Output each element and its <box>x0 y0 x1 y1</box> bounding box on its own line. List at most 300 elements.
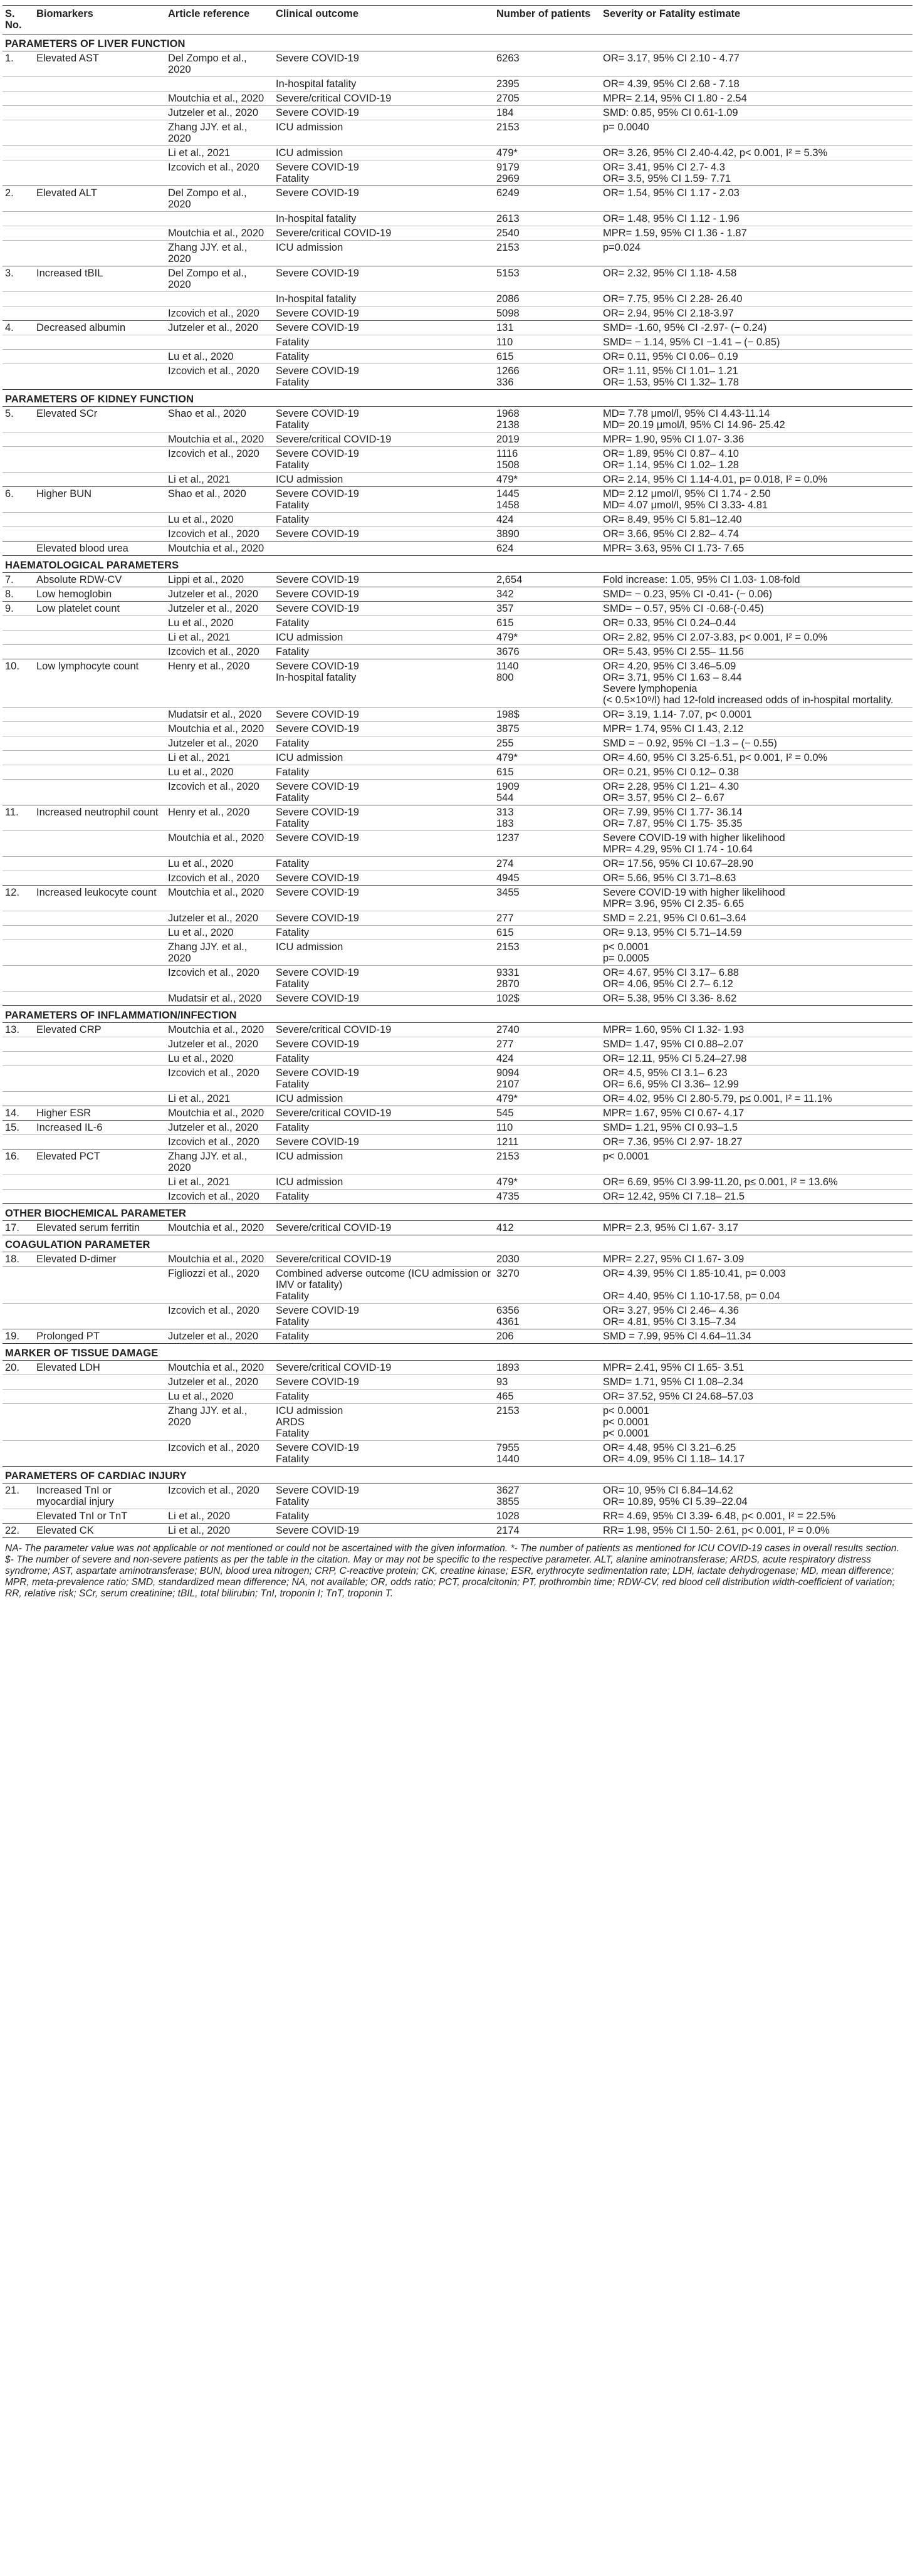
section-header-row <box>3 34 912 51</box>
cell-clinical-outcome: Severe COVID-19 <box>273 527 494 542</box>
header-sno: S. No. <box>3 6 34 34</box>
cell-number-of-patients: 1116 1508 <box>494 447 600 473</box>
header-number-of-patients: Number of patients <box>494 6 600 34</box>
cell-severity-estimate: MPR= 1.90, 95% CI 1.07- 3.36 <box>600 432 912 447</box>
cell-sno: 7. <box>3 573 34 587</box>
cell-number-of-patients: 624 <box>494 542 600 556</box>
section-header-row <box>3 1204 912 1221</box>
cell-severity-estimate: SMD= − 0.57, 95% CI -0.68-(-0.45) <box>600 602 912 616</box>
cell-article-reference: Lu et al., 2020 <box>165 926 273 940</box>
cell-article-reference: Jutzeler et al., 2020 <box>165 321 273 335</box>
cell-sno <box>3 631 34 645</box>
cell-sno <box>3 106 34 120</box>
cell-biomarker <box>34 926 165 940</box>
cell-number-of-patients: 206 <box>494 1329 600 1344</box>
cell-number-of-patients: 4735 <box>494 1190 600 1204</box>
cell-clinical-outcome: Fatality <box>273 1509 494 1524</box>
cell-clinical-outcome: Fatality <box>273 616 494 631</box>
cell-sno <box>3 160 34 186</box>
cell-article-reference: Izcovich et al., 2020 <box>165 1066 273 1092</box>
cell-clinical-outcome: Severe COVID-19 Fatality <box>273 1484 494 1509</box>
cell-article-reference: Zhang JJY. et al., 2020 <box>165 1404 273 1441</box>
cell-number-of-patients: 2395 <box>494 77 600 92</box>
cell-severity-estimate: OR= 9.13, 95% CI 5.71–14.59 <box>600 926 912 940</box>
cell-clinical-outcome <box>273 542 494 556</box>
cell-article-reference <box>165 292 273 306</box>
cell-clinical-outcome: ICU admission <box>273 146 494 160</box>
cell-number-of-patients: 479* <box>494 1175 600 1190</box>
cell-article-reference: Del Zompo et al., 2020 <box>165 51 273 77</box>
cell-number-of-patients: 2153 <box>494 1404 600 1441</box>
cell-sno: 15. <box>3 1121 34 1135</box>
cell-article-reference: Jutzeler et al., 2020 <box>165 1375 273 1390</box>
cell-severity-estimate: MD= 2.12 μmol/l, 95% CI 1.74 - 2.50 MD= 4.07 μmol/l, 95% CI 3.33- 4.81 <box>600 487 912 513</box>
cell-clinical-outcome: Severe COVID-19 <box>273 602 494 616</box>
table-row <box>3 1092 912 1106</box>
cell-number-of-patients: 479* <box>494 146 600 160</box>
cell-number-of-patients: 1028 <box>494 1509 600 1524</box>
cell-number-of-patients: 2153 <box>494 120 600 146</box>
cell-severity-estimate: SMD = − 0.92, 95% CI −1.3 – (− 0.55) <box>600 736 912 751</box>
cell-sno: 13. <box>3 1023 34 1037</box>
cell-biomarker <box>34 911 165 926</box>
cell-sno: 1. <box>3 51 34 77</box>
cell-severity-estimate: OR= 3.27, 95% CI 2.46– 4.36 OR= 4.81, 95% CI 3.15–7.34 <box>600 1304 912 1329</box>
cell-number-of-patients: 465 <box>494 1390 600 1404</box>
cell-sno <box>3 1175 34 1190</box>
cell-sno: 2. <box>3 186 34 212</box>
table-row <box>3 1121 912 1135</box>
cell-biomarker <box>34 751 165 765</box>
cell-severity-estimate: OR= 1.54, 95% CI 1.17 - 2.03 <box>600 186 912 212</box>
cell-biomarker: Elevated AST <box>34 51 165 77</box>
cell-clinical-outcome: Severe/critical COVID-19 <box>273 1106 494 1121</box>
cell-biomarker <box>34 292 165 306</box>
cell-article-reference: Jutzeler et al., 2020 <box>165 736 273 751</box>
table-row <box>3 1066 912 1092</box>
cell-clinical-outcome: Severe COVID-19 Fatality <box>273 1441 494 1467</box>
cell-number-of-patients: 93 <box>494 1375 600 1390</box>
cell-biomarker <box>34 306 165 321</box>
cell-biomarker <box>34 1052 165 1066</box>
cell-article-reference: Lu et al., 2020 <box>165 1052 273 1066</box>
cell-sno <box>3 120 34 146</box>
cell-clinical-outcome: Severe COVID-19 <box>273 886 494 911</box>
table-row <box>3 160 912 186</box>
cell-clinical-outcome: Fatality <box>273 1329 494 1344</box>
cell-severity-estimate: Severe COVID-19 with higher likelihood MPR= 4.29, 95% CI 1.74 - 10.64 <box>600 831 912 857</box>
cell-sno <box>3 966 34 992</box>
cell-number-of-patients: 357 <box>494 602 600 616</box>
table-row <box>3 1037 912 1052</box>
cell-sno: 6. <box>3 487 34 513</box>
cell-article-reference: Moutchia et al., 2020 <box>165 226 273 241</box>
cell-biomarker: Increased IL-6 <box>34 1121 165 1135</box>
cell-article-reference: Izcovich et al., 2020 <box>165 527 273 542</box>
cell-sno <box>3 940 34 966</box>
cell-sno: 10. <box>3 659 34 708</box>
cell-number-of-patients: 479* <box>494 631 600 645</box>
table-row <box>3 1375 912 1390</box>
header-biomarkers: Biomarkers <box>34 6 165 34</box>
table-row <box>3 364 912 390</box>
cell-biomarker: Elevated CRP <box>34 1023 165 1037</box>
cell-biomarker <box>34 1135 165 1149</box>
cell-number-of-patients: 2153 <box>494 1149 600 1175</box>
cell-severity-estimate: OR= 0.21, 95% CI 0.12– 0.38 <box>600 765 912 780</box>
cell-severity-estimate: OR= 4.39, 95% CI 2.68 - 7.18 <box>600 77 912 92</box>
cell-number-of-patients: 2740 <box>494 1023 600 1037</box>
table-row <box>3 573 912 587</box>
cell-clinical-outcome: Severe COVID-19 <box>273 1135 494 1149</box>
cell-biomarker <box>34 1267 165 1304</box>
cell-severity-estimate: SMD= 1.71, 95% CI 1.08–2.34 <box>600 1375 912 1390</box>
table-row <box>3 886 912 911</box>
cell-article-reference: Shao et al., 2020 <box>165 487 273 513</box>
table-row <box>3 708 912 722</box>
cell-article-reference: Zhang JJY. et al., 2020 <box>165 940 273 966</box>
cell-number-of-patients: 110 <box>494 335 600 350</box>
cell-article-reference: Li et al., 2020 <box>165 1524 273 1538</box>
cell-clinical-outcome: ICU admission <box>273 631 494 645</box>
table-row <box>3 631 912 645</box>
cell-sno <box>3 616 34 631</box>
table-row <box>3 1149 912 1175</box>
cell-clinical-outcome: Severe COVID-19 <box>273 911 494 926</box>
cell-sno: 22. <box>3 1524 34 1538</box>
cell-number-of-patients: 1266 336 <box>494 364 600 390</box>
cell-sno <box>3 513 34 527</box>
table-row <box>3 1190 912 1204</box>
cell-number-of-patients: 6263 <box>494 51 600 77</box>
cell-biomarker <box>34 212 165 226</box>
cell-biomarker: Elevated ALT <box>34 186 165 212</box>
cell-number-of-patients: 184 <box>494 106 600 120</box>
table-row <box>3 966 912 992</box>
section-title: PARAMETERS OF LIVER FUNCTION <box>3 34 912 51</box>
table-row <box>3 736 912 751</box>
table-row <box>3 513 912 527</box>
table-row <box>3 926 912 940</box>
cell-severity-estimate: MPR= 2.41, 95% CI 1.65- 3.51 <box>600 1361 912 1375</box>
table-row <box>3 186 912 212</box>
cell-severity-estimate: OR= 2.94, 95% CI 2.18-3.97 <box>600 306 912 321</box>
cell-sno <box>3 335 34 350</box>
cell-number-of-patients: 479* <box>494 751 600 765</box>
table-row <box>3 1267 912 1304</box>
cell-number-of-patients: 131 <box>494 321 600 335</box>
cell-article-reference: Li et al., 2021 <box>165 473 273 487</box>
table-header <box>3 6 912 34</box>
cell-biomarker: Increased neutrophil count <box>34 805 165 831</box>
table-row <box>3 335 912 350</box>
cell-clinical-outcome: Severe COVID-19 <box>273 306 494 321</box>
cell-clinical-outcome: ICU admission <box>273 1175 494 1190</box>
cell-article-reference: Izcovich et al., 2020 <box>165 1304 273 1329</box>
cell-sno <box>3 871 34 886</box>
table-row <box>3 292 912 306</box>
table-row <box>3 1484 912 1509</box>
cell-number-of-patients: 6249 <box>494 186 600 212</box>
cell-clinical-outcome: Severe COVID-19 Fatality <box>273 805 494 831</box>
section-header-row <box>3 1235 912 1252</box>
cell-sno <box>3 527 34 542</box>
cell-clinical-outcome: Severe COVID-19 Fatality <box>273 487 494 513</box>
cell-number-of-patients: 2174 <box>494 1524 600 1538</box>
cell-clinical-outcome: Severe/critical COVID-19 <box>273 92 494 106</box>
table-row <box>3 51 912 77</box>
cell-article-reference: Moutchia et al., 2020 <box>165 1252 273 1267</box>
cell-clinical-outcome: Severe COVID-19 Fatality <box>273 407 494 432</box>
cell-severity-estimate: OR= 2.28, 95% CI 1.21– 4.30 OR= 3.57, 95% CI 2– 6.67 <box>600 780 912 805</box>
cell-biomarker: Elevated PCT <box>34 1149 165 1175</box>
cell-clinical-outcome: Severe COVID-19 Fatality <box>273 447 494 473</box>
cell-biomarker <box>34 631 165 645</box>
cell-article-reference: Lu et al., 2020 <box>165 1390 273 1404</box>
cell-sno <box>3 857 34 871</box>
cell-article-reference: Li et al., 2021 <box>165 1175 273 1190</box>
cell-sno: 8. <box>3 587 34 602</box>
cell-biomarker <box>34 335 165 350</box>
cell-number-of-patients: 2613 <box>494 212 600 226</box>
table-row <box>3 831 912 857</box>
cell-number-of-patients: 255 <box>494 736 600 751</box>
cell-sno <box>3 722 34 736</box>
cell-clinical-outcome: Severe COVID-19 <box>273 106 494 120</box>
cell-biomarker: Elevated blood urea <box>34 542 165 556</box>
cell-article-reference: Izcovich et al., 2020 <box>165 364 273 390</box>
cell-severity-estimate: OR= 3.17, 95% CI 2.10 - 4.77 <box>600 51 912 77</box>
cell-biomarker: Elevated LDH <box>34 1361 165 1375</box>
cell-number-of-patients: 4945 <box>494 871 600 886</box>
cell-article-reference <box>165 77 273 92</box>
table-row <box>3 765 912 780</box>
cell-clinical-outcome: Severe/critical COVID-19 <box>273 1221 494 1235</box>
cell-sno <box>3 1190 34 1204</box>
cell-clinical-outcome: Severe COVID-19 <box>273 51 494 77</box>
cell-sno <box>3 1375 34 1390</box>
table-row <box>3 542 912 556</box>
table-row <box>3 447 912 473</box>
cell-clinical-outcome: Fatality <box>273 736 494 751</box>
cell-number-of-patients: 277 <box>494 1037 600 1052</box>
section-header-row <box>3 556 912 573</box>
cell-biomarker <box>34 106 165 120</box>
cell-severity-estimate: SMD= 1.47, 95% CI 0.88–2.07 <box>600 1037 912 1052</box>
cell-clinical-outcome: Severe COVID-19 <box>273 992 494 1006</box>
cell-clinical-outcome: Severe COVID-19 <box>273 573 494 587</box>
cell-article-reference: Izcovich et al., 2020 <box>165 447 273 473</box>
cell-clinical-outcome: ICU admission <box>273 751 494 765</box>
cell-sno: 4. <box>3 321 34 335</box>
table-row <box>3 1135 912 1149</box>
cell-sno <box>3 751 34 765</box>
table-row <box>3 992 912 1006</box>
cell-clinical-outcome: Severe COVID-19 <box>273 831 494 857</box>
cell-sno <box>3 831 34 857</box>
cell-severity-estimate: MPR= 1.60, 95% CI 1.32- 1.93 <box>600 1023 912 1037</box>
cell-severity-estimate: SMD= 1.21, 95% CI 0.93–1.5 <box>600 1121 912 1135</box>
section-title: MARKER OF TISSUE DAMAGE <box>3 1344 912 1361</box>
table-footnote: NA- The parameter value was not applicable or not mentioned or could not be ascertained with the given information. *- The number of patients as mentioned for ICU COVID-19 cases in overall results section. $- The number of severe and non-severe patients as per the table in the citation. May or may not be specific to the respective parameter. ALT, alanine aminotransferase; ARDS, acute respiratory distress syndrome; AST, aspartate aminotransferase; BUN, blood urea nitrogen; CRP, C-reactive protein; CK, creatine kinase; ESR, erythrocyte sedimentation rate; LDH, lactate dehydrogenase; MD, mean difference; MPR, meta-prevalence ratio; SMD, standardized mean difference; NA, not available; OR, odds ratio; PCT, procalcitonin; PT, prothrombin time; RDW-CV, red blood cell distribution width-coefficient of variation; RR, relative risk; SCr, serum creatinine; tBIL, total bilirubin; TnI, troponin I; TnT, troponin T. <box>5 1543 899 1599</box>
cell-article-reference: Moutchia et al., 2020 <box>165 722 273 736</box>
cell-severity-estimate: MPR= 2.27, 95% CI 1.67- 3.09 <box>600 1252 912 1267</box>
cell-article-reference: Lu et al., 2020 <box>165 616 273 631</box>
cell-sno <box>3 473 34 487</box>
cell-sno: 16. <box>3 1149 34 1175</box>
table-row <box>3 1175 912 1190</box>
cell-number-of-patients: 274 <box>494 857 600 871</box>
cell-biomarker: Elevated TnI or TnT <box>34 1509 165 1524</box>
cell-article-reference: Jutzeler et al., 2020 <box>165 587 273 602</box>
cell-number-of-patients: 9179 2969 <box>494 160 600 186</box>
cell-sno <box>3 146 34 160</box>
cell-biomarker <box>34 992 165 1006</box>
cell-number-of-patients: 1211 <box>494 1135 600 1149</box>
cell-clinical-outcome: Fatality <box>273 645 494 659</box>
cell-sno <box>3 765 34 780</box>
cell-severity-estimate: p< 0.0001 p< 0.0001 p< 0.0001 <box>600 1404 912 1441</box>
cell-number-of-patients: 3455 <box>494 886 600 911</box>
cell-severity-estimate: MD= 7.78 μmol/l, 95% CI 4.43-11.14 MD= 20.19 μmol/l, 95% CI 14.96- 25.42 <box>600 407 912 432</box>
cell-severity-estimate: OR= 12.11, 95% CI 5.24–27.98 <box>600 1052 912 1066</box>
cell-sno <box>3 736 34 751</box>
cell-sno <box>3 1509 34 1524</box>
cell-article-reference: Zhang JJY. et al., 2020 <box>165 241 273 266</box>
cell-clinical-outcome: Fatality <box>273 513 494 527</box>
cell-sno <box>3 1092 34 1106</box>
cell-sno <box>3 292 34 306</box>
cell-sno <box>3 1052 34 1066</box>
cell-severity-estimate: OR= 3.66, 95% CI 2.82– 4.74 <box>600 527 912 542</box>
cell-sno <box>3 77 34 92</box>
cell-severity-estimate: OR= 1.48, 95% CI 1.12 - 1.96 <box>600 212 912 226</box>
cell-article-reference: Zhang JJY. et al., 2020 <box>165 120 273 146</box>
table-row <box>3 722 912 736</box>
cell-biomarker: Low hemoglobin <box>34 587 165 602</box>
cell-biomarker <box>34 350 165 364</box>
cell-article-reference: Lippi et al., 2020 <box>165 573 273 587</box>
cell-severity-estimate: OR= 0.33, 95% CI 0.24–0.44 <box>600 616 912 631</box>
cell-article-reference: Lu et al., 2020 <box>165 857 273 871</box>
cell-article-reference: Mudatsir et al., 2020 <box>165 992 273 1006</box>
section-title: OTHER BIOCHEMICAL PARAMETER <box>3 1204 912 1221</box>
cell-severity-estimate: OR= 3.26, 95% CI 2.40-4.42, p< 0.001, I² = 5.3% <box>600 146 912 160</box>
cell-clinical-outcome: Severe COVID-19 <box>273 266 494 292</box>
cell-number-of-patients: 277 <box>494 911 600 926</box>
table-row <box>3 1304 912 1329</box>
cell-biomarker: Higher BUN <box>34 487 165 513</box>
cell-sno: 12. <box>3 886 34 911</box>
table-row <box>3 306 912 321</box>
table-row <box>3 751 912 765</box>
cell-severity-estimate: MPR= 1.59, 95% CI 1.36 - 1.87 <box>600 226 912 241</box>
section-header-row <box>3 390 912 407</box>
cell-biomarker <box>34 513 165 527</box>
table-row <box>3 602 912 616</box>
cell-number-of-patients: 615 <box>494 350 600 364</box>
cell-sno <box>3 926 34 940</box>
cell-biomarker: Elevated serum ferritin <box>34 1221 165 1235</box>
cell-clinical-outcome: Severe COVID-19 Fatality <box>273 1304 494 1329</box>
cell-number-of-patients: 5153 <box>494 266 600 292</box>
cell-clinical-outcome: Severe COVID-19 Fatality <box>273 966 494 992</box>
cell-article-reference: Jutzeler et al., 2020 <box>165 1329 273 1344</box>
cell-severity-estimate: OR= 1.11, 95% CI 1.01– 1.21 OR= 1.53, 95% CI 1.32– 1.78 <box>600 364 912 390</box>
cell-sno <box>3 645 34 659</box>
cell-article-reference: Moutchia et al., 2020 <box>165 92 273 106</box>
cell-article-reference: Del Zompo et al., 2020 <box>165 186 273 212</box>
cell-severity-estimate: OR= 4.20, 95% CI 3.46–5.09 OR= 3.71, 95% CI 1.63 – 8.44 Severe lymphopenia (< 0.5×10⁹/l) had 12-fold increased odds of in-hospital mortality. <box>600 659 912 708</box>
cell-severity-estimate: OR= 4.02, 95% CI 2.80-5.79, p≤ 0.001, I² = 11.1% <box>600 1092 912 1106</box>
cell-number-of-patients: 110 <box>494 1121 600 1135</box>
cell-severity-estimate: RR= 4.69, 95% CI 3.39- 6.48, p< 0.001, I² = 22.5% <box>600 1509 912 1524</box>
cell-severity-estimate: p< 0.0001 p= 0.0005 <box>600 940 912 966</box>
cell-article-reference: Moutchia et al., 2020 <box>165 831 273 857</box>
cell-sno: 17. <box>3 1221 34 1235</box>
cell-severity-estimate: OR= 5.43, 95% CI 2.55– 11.56 <box>600 645 912 659</box>
cell-clinical-outcome: Fatality <box>273 765 494 780</box>
cell-number-of-patients: 3627 3855 <box>494 1484 600 1509</box>
cell-severity-estimate: OR= 4.67, 95% CI 3.17– 6.88 OR= 4.06, 95% CI 2.7– 6.12 <box>600 966 912 992</box>
cell-severity-estimate: OR= 2.32, 95% CI 1.18- 4.58 <box>600 266 912 292</box>
cell-clinical-outcome: In-hospital fatality <box>273 77 494 92</box>
cell-biomarker <box>34 780 165 805</box>
cell-number-of-patients: 424 <box>494 513 600 527</box>
table-row <box>3 1023 912 1037</box>
cell-biomarker <box>34 722 165 736</box>
cell-sno: 5. <box>3 407 34 432</box>
cell-sno: 21. <box>3 1484 34 1509</box>
cell-sno <box>3 780 34 805</box>
cell-severity-estimate: OR= 8.49, 95% CI 5.81–12.40 <box>600 513 912 527</box>
cell-biomarker <box>34 736 165 751</box>
cell-biomarker <box>34 120 165 146</box>
cell-severity-estimate: MPR= 1.67, 95% CI 0.67- 4.17 <box>600 1106 912 1121</box>
table-row <box>3 241 912 266</box>
cell-biomarker <box>34 92 165 106</box>
cell-number-of-patients: 2,654 <box>494 573 600 587</box>
cell-sno <box>3 432 34 447</box>
cell-number-of-patients: 1893 <box>494 1361 600 1375</box>
cell-article-reference: Moutchia et al., 2020 <box>165 1023 273 1037</box>
cell-biomarker <box>34 1304 165 1329</box>
cell-severity-estimate: SMD = 7.99, 95% CI 4.64–11.34 <box>600 1329 912 1344</box>
table-row <box>3 1329 912 1344</box>
cell-biomarker <box>34 857 165 871</box>
cell-article-reference: Henry et al., 2020 <box>165 659 273 708</box>
cell-biomarker: Low platelet count <box>34 602 165 616</box>
cell-clinical-outcome: Severe COVID-19 Fatality <box>273 1066 494 1092</box>
cell-biomarker: Absolute RDW-CV <box>34 573 165 587</box>
cell-biomarker: Increased leukocyte count <box>34 886 165 911</box>
table-row <box>3 226 912 241</box>
cell-severity-estimate: SMD= − 1.14, 95% CI −1.41 – (− 0.85) <box>600 335 912 350</box>
cell-biomarker: Decreased albumin <box>34 321 165 335</box>
cell-sno <box>3 226 34 241</box>
section-header-row <box>3 1006 912 1023</box>
cell-clinical-outcome: Severe COVID-19 <box>273 186 494 212</box>
cell-number-of-patients: 3890 <box>494 527 600 542</box>
table-row <box>3 1390 912 1404</box>
cell-biomarker: Prolonged PT <box>34 1329 165 1344</box>
cell-article-reference: Lu et al., 2020 <box>165 765 273 780</box>
cell-severity-estimate: p< 0.0001 <box>600 1149 912 1175</box>
cell-sno <box>3 92 34 106</box>
cell-severity-estimate: MPR= 2.3, 95% CI 1.67- 3.17 <box>600 1221 912 1235</box>
cell-article-reference: Moutchia et al., 2020 <box>165 1106 273 1121</box>
cell-severity-estimate: OR= 17.56, 95% CI 10.67–28.90 <box>600 857 912 871</box>
